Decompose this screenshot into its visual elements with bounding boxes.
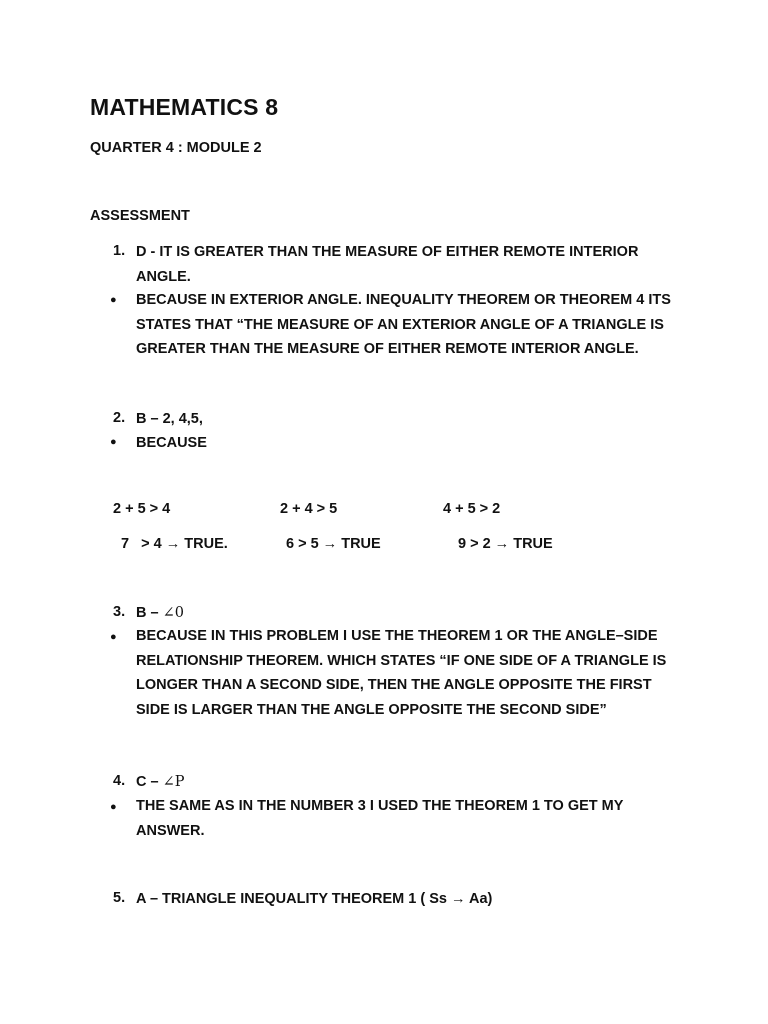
inequality-1-expression: 2 + 5 > 4: [113, 501, 171, 517]
item-2-number: 2.: [113, 410, 126, 426]
item-1-answer: D - IT IS GREATER THAN THE MEASURE OF EITHER REMOTE INTERIOR ANGLE.: [136, 244, 639, 285]
item-2-bullet: ●: [110, 436, 117, 448]
item-4-explanation: THE SAME AS IN THE NUMBER 3 I USED THE THEOREM 1 TO GET MY ANSWER.: [136, 798, 624, 839]
item-3-answer-prefix: B –: [136, 605, 163, 621]
item-3-explanation: BECAUSE IN THIS PROBLEM I USE THE THEOREM 1 OR THE ANGLE–SIDE RELATIONSHIP THEOREM. WHICH STATES “IF ONE SIDE OF A TRIANGLE IS LONGER THAN A SECOND SIDE, THEN THE ANGLE OPPOSITE THE FIRST SIDE IS LARGER THAN THE ANGLE OPPOSITE THE SECOND SIDE”: [136, 628, 667, 718]
item-3-answer: [136, 601, 676, 626]
inequality-1-result: 7 > 4 → TRUE.: [121, 536, 228, 552]
inequality-3-result: 9 > 2 → TRUE: [458, 536, 553, 552]
item-1-bullet: ●: [110, 294, 117, 306]
item-2-answer: B – 2, 4,5,: [136, 411, 203, 427]
page-subtitle: QUARTER 4 : MODULE 2: [90, 140, 262, 156]
item-4-answer: [136, 770, 676, 795]
item-3-bullet: ●: [110, 631, 117, 643]
item-1-explanation: BECAUSE IN EXTERIOR ANGLE. INEQUALITY THEOREM OR THEOREM 4 ITS STATES THAT “THE MEASURE OF AN EXTERIOR ANGLE OF A TRIANGLE IS GREATER THAN THE MEASURE OF EITHER REMOTE INTERIOR ANGLE.: [136, 292, 671, 357]
item-4-bullet: ●: [110, 801, 117, 813]
item-5-answer: A – TRIANGLE INEQUALITY THEOREM 1 ( Ss → Aa): [136, 891, 493, 907]
inequality-3-expression: 4 + 5 > 2: [443, 501, 501, 517]
item-5-number: 5.: [113, 890, 126, 906]
inequality-2-expression: 2 + 4 > 5: [280, 501, 338, 517]
item-4-answer-prefix: C –: [136, 774, 163, 790]
item-2-explanation: BECAUSE: [136, 435, 207, 451]
item-4-answer-angle: ∠P: [162, 774, 185, 790]
item-4-number: 4.: [113, 773, 126, 789]
page-title: MATHEMATICS 8: [90, 94, 279, 120]
inequality-2-result: 6 > 5 → TRUE: [286, 536, 381, 552]
section-heading: ASSESSMENT: [90, 208, 190, 224]
item-3-answer-angle: ∠0: [162, 605, 184, 621]
item-1-number: 1.: [113, 243, 126, 259]
item-3-number: 3.: [113, 604, 126, 620]
